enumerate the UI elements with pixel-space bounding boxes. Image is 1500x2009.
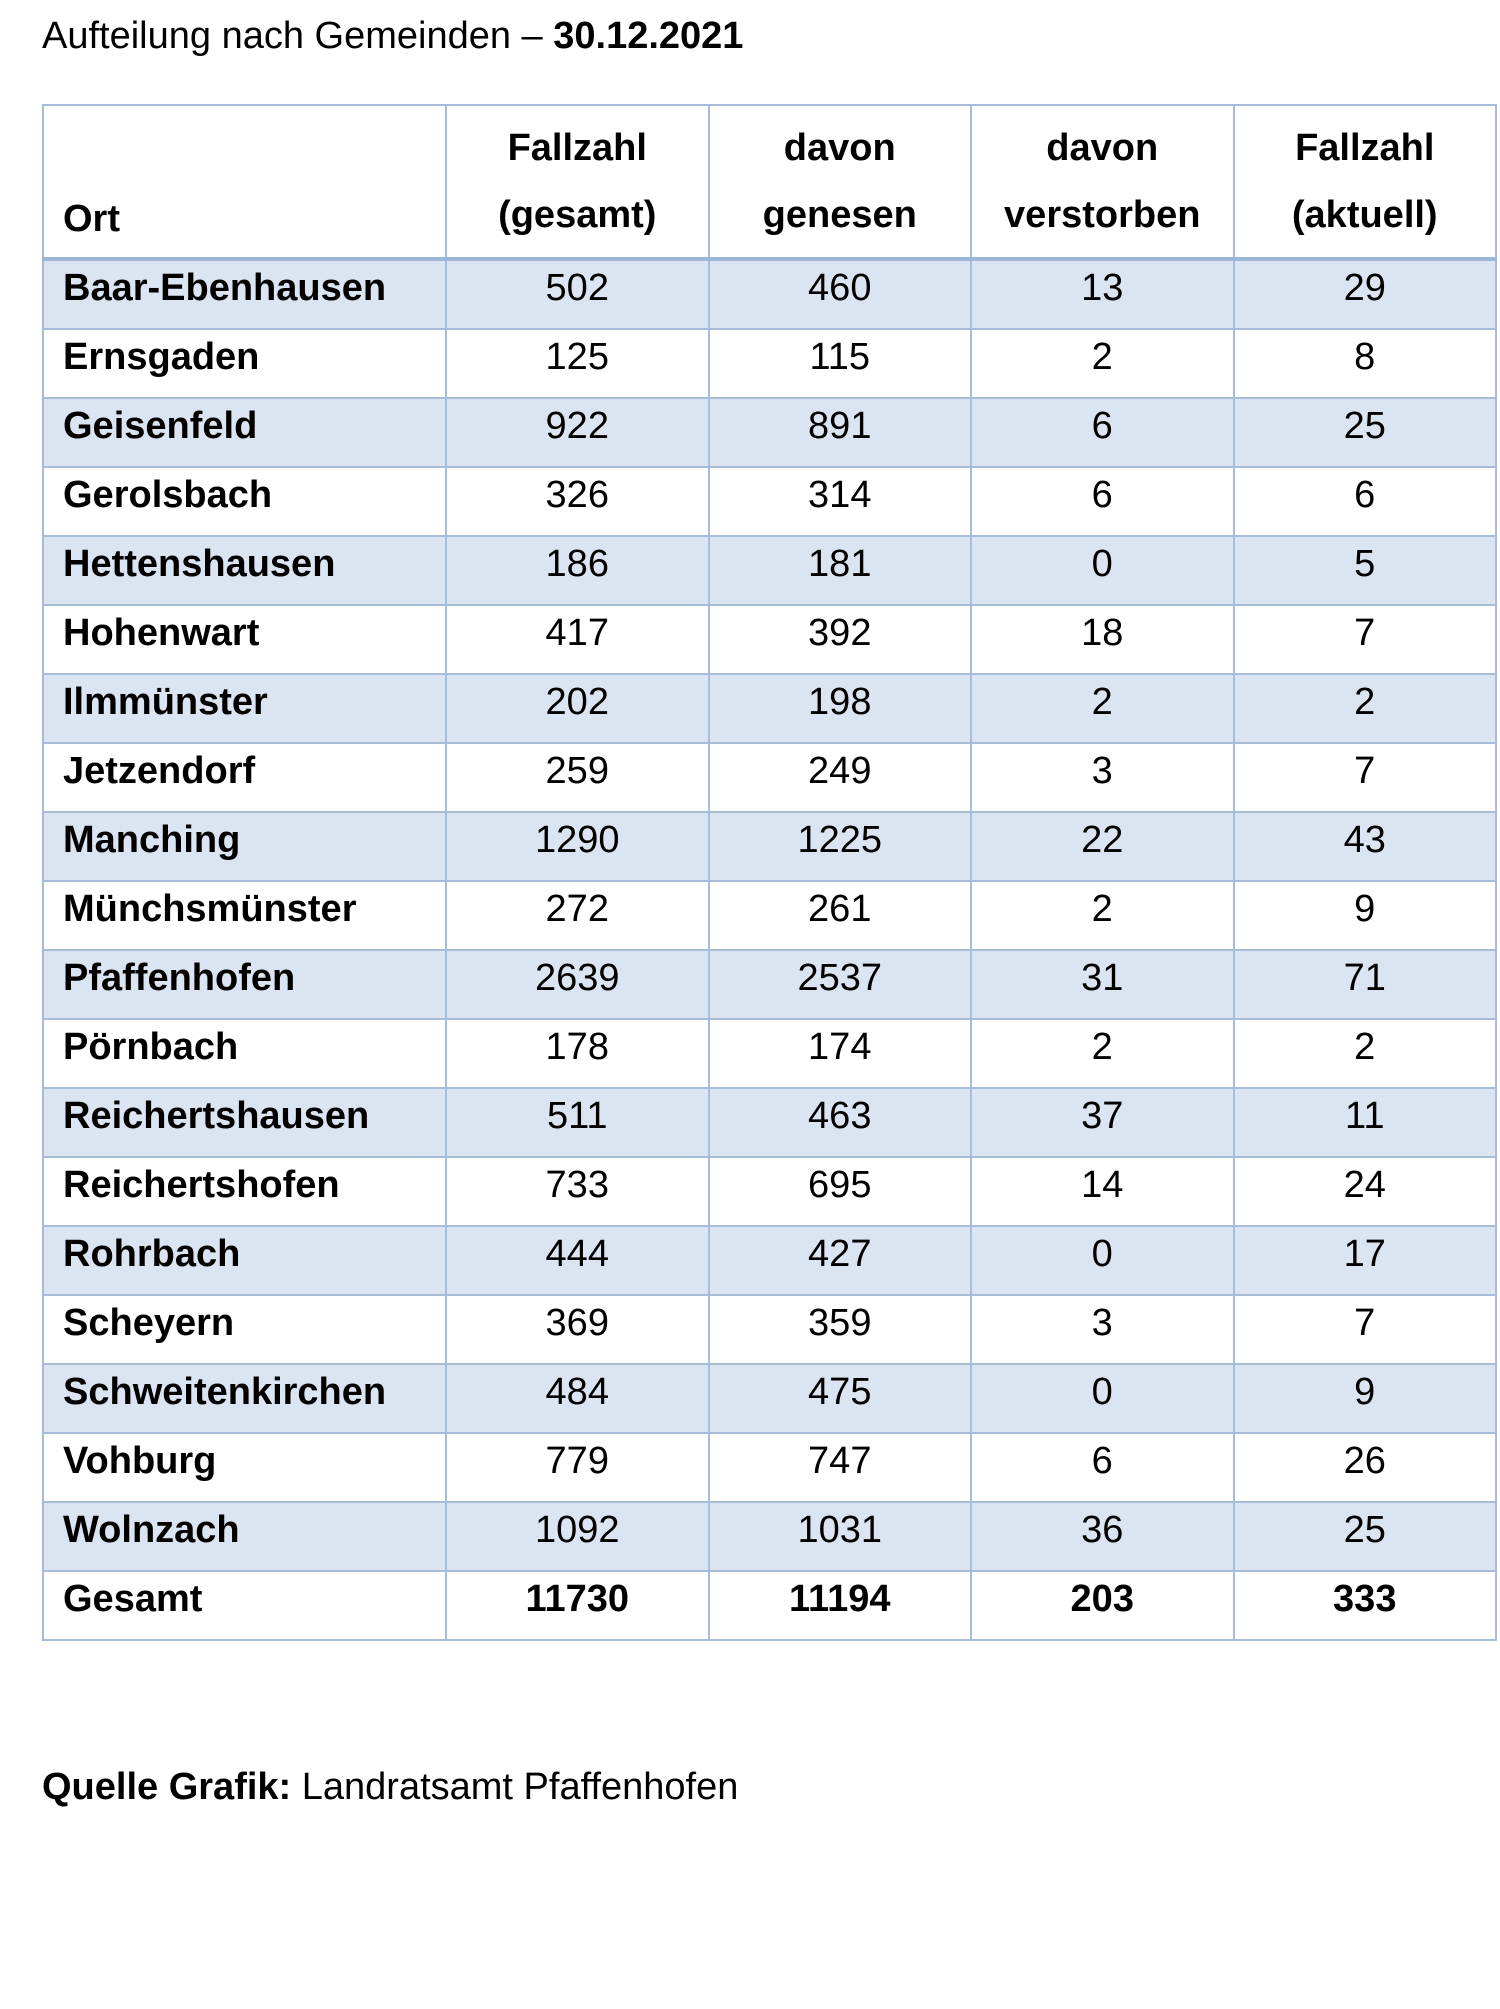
cell-verstorben: 0 (971, 1226, 1234, 1295)
cell-genesen: 249 (709, 743, 972, 812)
cell-ort: Münchsmünster (43, 881, 446, 950)
cell-ort: Hettenshausen (43, 536, 446, 605)
table-row (43, 881, 1496, 950)
source-note (42, 1765, 738, 1809)
cell-fallzahl-aktuell: 5 (1234, 536, 1497, 605)
table-row (43, 259, 1496, 329)
table-row (43, 743, 1496, 812)
cell-verstorben: 2 (971, 674, 1234, 743)
cell-fallzahl-aktuell: 25 (1234, 398, 1497, 467)
cell-fallzahl-gesamt: 1092 (446, 1502, 709, 1571)
title-prefix: Aufteilung nach Gemeinden – (42, 15, 554, 57)
cell-fallzahl-aktuell: 43 (1234, 812, 1497, 881)
cell-fallzahl-aktuell: 71 (1234, 950, 1497, 1019)
cell-total-fallzahl-aktuell: 333 (1234, 1571, 1497, 1640)
cell-fallzahl-aktuell: 24 (1234, 1157, 1497, 1226)
cell-total-fallzahl-gesamt: 11730 (446, 1571, 709, 1640)
cell-verstorben: 31 (971, 950, 1234, 1019)
cell-genesen: 198 (709, 674, 972, 743)
table-row (43, 950, 1496, 1019)
source-label: Quelle Grafik: (42, 1766, 292, 1808)
cell-fallzahl-aktuell: 11 (1234, 1088, 1497, 1157)
cell-ort: Pfaffenhofen (43, 950, 446, 1019)
cell-total-genesen: 11194 (709, 1571, 972, 1640)
cell-ort: Rohrbach (43, 1226, 446, 1295)
cell-verstorben: 3 (971, 743, 1234, 812)
table-row (43, 812, 1496, 881)
cell-verstorben: 0 (971, 536, 1234, 605)
cell-genesen: 1225 (709, 812, 972, 881)
cell-ort: Ernsgaden (43, 329, 446, 398)
cell-genesen: 115 (709, 329, 972, 398)
cell-fallzahl-gesamt: 186 (446, 536, 709, 605)
cell-verstorben: 22 (971, 812, 1234, 881)
cell-fallzahl-aktuell: 17 (1234, 1226, 1497, 1295)
page-title (42, 14, 743, 58)
cell-verstorben: 2 (971, 1019, 1234, 1088)
cell-genesen: 359 (709, 1295, 972, 1364)
header-davon-verstorben: davon verstorben (971, 105, 1234, 259)
cell-fallzahl-gesamt: 259 (446, 743, 709, 812)
cell-ort: Baar-Ebenhausen (43, 259, 446, 329)
cell-genesen: 475 (709, 1364, 972, 1433)
cell-verstorben: 0 (971, 1364, 1234, 1433)
table-row (43, 1019, 1496, 1088)
cell-verstorben: 18 (971, 605, 1234, 674)
cell-fallzahl-gesamt: 922 (446, 398, 709, 467)
cell-genesen: 2537 (709, 950, 972, 1019)
table-row (43, 1157, 1496, 1226)
table-row (43, 1295, 1496, 1364)
table-row (43, 1502, 1496, 1571)
cell-fallzahl-gesamt: 202 (446, 674, 709, 743)
cell-genesen: 891 (709, 398, 972, 467)
table-row (43, 674, 1496, 743)
cell-fallzahl-aktuell: 7 (1234, 605, 1497, 674)
cell-verstorben: 6 (971, 467, 1234, 536)
header-fallzahl-gesamt: Fallzahl (gesamt) (446, 105, 709, 259)
cell-genesen: 427 (709, 1226, 972, 1295)
cell-fallzahl-aktuell: 29 (1234, 259, 1497, 329)
cell-genesen: 261 (709, 881, 972, 950)
cell-ort: Schweitenkirchen (43, 1364, 446, 1433)
cell-genesen: 314 (709, 467, 972, 536)
table-row (43, 1088, 1496, 1157)
cell-verstorben: 13 (971, 259, 1234, 329)
table-row (43, 605, 1496, 674)
cell-fallzahl-gesamt: 326 (446, 467, 709, 536)
cell-fallzahl-aktuell: 9 (1234, 881, 1497, 950)
cell-ort: Scheyern (43, 1295, 446, 1364)
table-total-row (43, 1571, 1496, 1640)
cell-fallzahl-aktuell: 25 (1234, 1502, 1497, 1571)
table-row (43, 1433, 1496, 1502)
cell-fallzahl-gesamt: 125 (446, 329, 709, 398)
cell-ort: Hohenwart (43, 605, 446, 674)
cell-fallzahl-gesamt: 511 (446, 1088, 709, 1157)
cell-fallzahl-gesamt: 272 (446, 881, 709, 950)
cell-fallzahl-aktuell: 7 (1234, 743, 1497, 812)
cell-fallzahl-gesamt: 1290 (446, 812, 709, 881)
cell-verstorben: 6 (971, 1433, 1234, 1502)
cell-ort: Pörnbach (43, 1019, 446, 1088)
cell-verstorben: 2 (971, 881, 1234, 950)
cell-total-label: Gesamt (43, 1571, 446, 1640)
cell-fallzahl-aktuell: 26 (1234, 1433, 1497, 1502)
cell-genesen: 695 (709, 1157, 972, 1226)
cell-fallzahl-gesamt: 2639 (446, 950, 709, 1019)
cell-fallzahl-aktuell: 2 (1234, 674, 1497, 743)
cell-ort: Geisenfeld (43, 398, 446, 467)
cell-verstorben: 14 (971, 1157, 1234, 1226)
header-davon-genesen: davon genesen (709, 105, 972, 259)
cell-fallzahl-gesamt: 444 (446, 1226, 709, 1295)
cell-verstorben: 36 (971, 1502, 1234, 1571)
cell-fallzahl-aktuell: 7 (1234, 1295, 1497, 1364)
cell-fallzahl-gesamt: 502 (446, 259, 709, 329)
cell-ort: Gerolsbach (43, 467, 446, 536)
cell-fallzahl-gesamt: 369 (446, 1295, 709, 1364)
header-fallzahl-aktuell: Fallzahl (aktuell) (1234, 105, 1497, 259)
cell-ort: Reichertshausen (43, 1088, 446, 1157)
cell-fallzahl-gesamt: 484 (446, 1364, 709, 1433)
cell-ort: Jetzendorf (43, 743, 446, 812)
cell-fallzahl-gesamt: 779 (446, 1433, 709, 1502)
table-row (43, 1364, 1496, 1433)
cell-fallzahl-aktuell: 9 (1234, 1364, 1497, 1433)
cell-genesen: 463 (709, 1088, 972, 1157)
cell-genesen: 392 (709, 605, 972, 674)
table-row (43, 398, 1496, 467)
table-row (43, 1226, 1496, 1295)
cell-ort: Wolnzach (43, 1502, 446, 1571)
cell-ort: Manching (43, 812, 446, 881)
cell-fallzahl-gesamt: 417 (446, 605, 709, 674)
cell-genesen: 460 (709, 259, 972, 329)
cell-verstorben: 6 (971, 398, 1234, 467)
cell-fallzahl-gesamt: 178 (446, 1019, 709, 1088)
title-date: 30.12.2021 (553, 15, 744, 57)
cell-ort: Ilmmünster (43, 674, 446, 743)
cell-ort: Reichertshofen (43, 1157, 446, 1226)
cell-genesen: 174 (709, 1019, 972, 1088)
cell-fallzahl-aktuell: 8 (1234, 329, 1497, 398)
cell-total-verstorben: 203 (971, 1571, 1234, 1640)
cell-fallzahl-aktuell: 2 (1234, 1019, 1497, 1088)
cell-verstorben: 2 (971, 329, 1234, 398)
cases-by-municipality-table (42, 104, 1497, 1641)
table-row (43, 536, 1496, 605)
cell-genesen: 181 (709, 536, 972, 605)
cell-verstorben: 37 (971, 1088, 1234, 1157)
table-header-row (43, 105, 1496, 259)
cell-genesen: 747 (709, 1433, 972, 1502)
cell-genesen: 1031 (709, 1502, 972, 1571)
source-value: Landratsamt Pfaffenhofen (291, 1766, 739, 1808)
header-ort: Ort (43, 105, 446, 259)
cell-verstorben: 3 (971, 1295, 1234, 1364)
table-row (43, 467, 1496, 536)
cell-fallzahl-aktuell: 6 (1234, 467, 1497, 536)
cell-ort: Vohburg (43, 1433, 446, 1502)
table-row (43, 329, 1496, 398)
cell-fallzahl-gesamt: 733 (446, 1157, 709, 1226)
